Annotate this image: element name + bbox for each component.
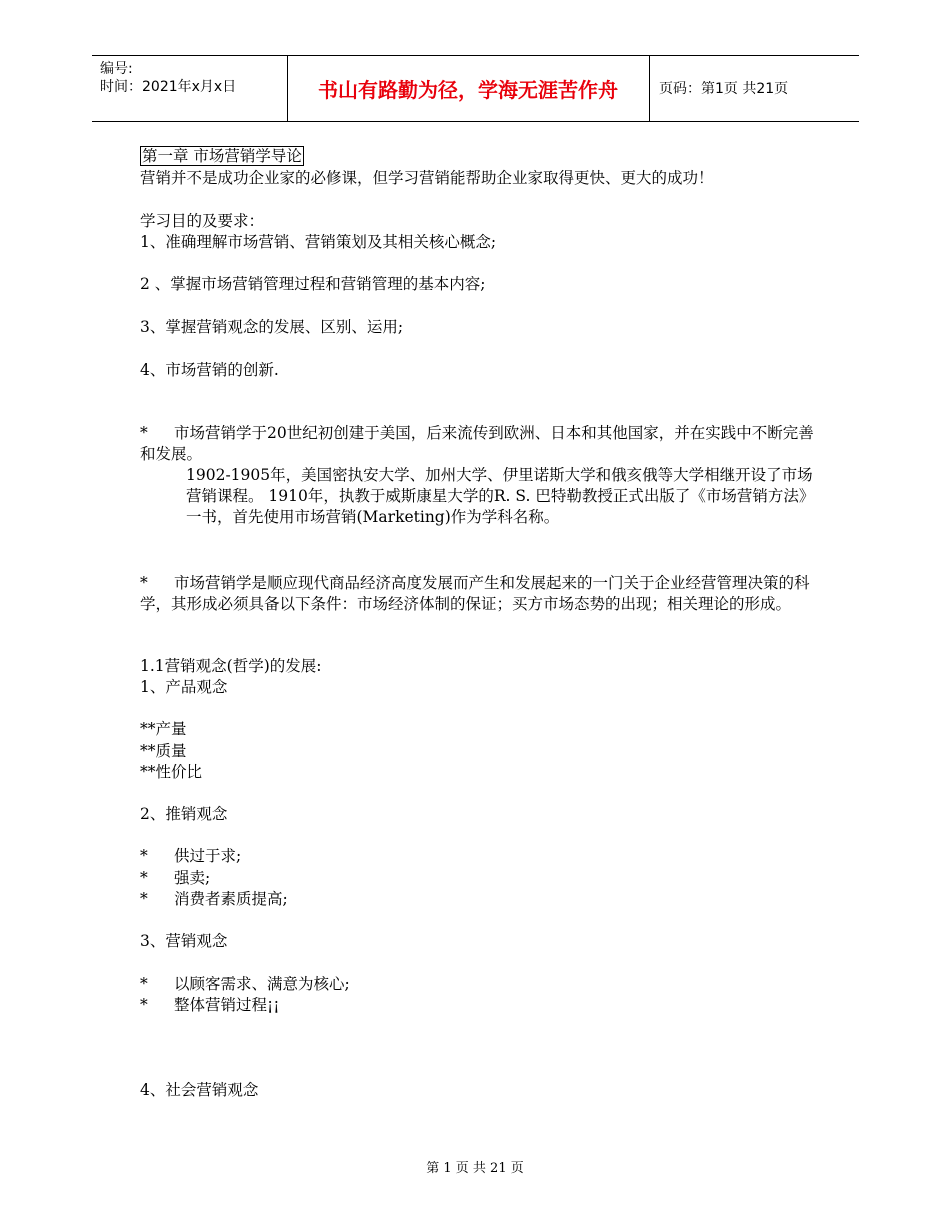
concept-item: * 以顾客需求、满意为核心; (140, 975, 350, 993)
bullet-star: * (140, 996, 148, 1014)
concept-item: * 整体营销过程¡¡ (140, 996, 280, 1014)
bullet-star: * (140, 424, 148, 442)
concept-title: 1、产品观念 (140, 678, 228, 696)
objective-item: 1、准确理解市场营销、营销策划及其相关核心概念; (140, 233, 497, 251)
concept-item: * 供过于求; (140, 847, 242, 865)
intro-text: 营销并不是成功企业家的必修课，但学习营销能帮助企业家取得更快、更大的成功！ (140, 169, 714, 187)
objective-item: 2 、掌握市场营销管理过程和营销管理的基本内容; (140, 275, 486, 293)
bullet-star: * (140, 574, 148, 592)
paragraph-courses: 1902-1905年，美国密执安大学、加州大学、伊里诺斯大学和俄亥俄等大学相继开设了市场营销课程。 1910年，执教于威斯康星大学的R. S. 巴特勒教授正式出版了《市场营销方法》一书，首先使用市场营销(Marketing)作为学科名称。 (186, 466, 815, 526)
bullet-star: * (140, 847, 148, 865)
concept-title: 2、推销观念 (140, 805, 228, 823)
concept-item: **质量 (140, 742, 187, 760)
document-time-label: 时间：2021年x月x日 (100, 79, 237, 95)
paragraph-history (140, 423, 820, 465)
header-page-number: 页码：第1页 共21页 (659, 81, 789, 97)
concept-title: 4、社会营销观念 (140, 1081, 259, 1099)
bullet-star: * (140, 975, 148, 993)
bullet-star: * (140, 869, 148, 887)
section-title: 1.1营销观念(哲学)的发展: (140, 657, 322, 675)
chapter-title: 第一章 市场营销学导论 (142, 147, 302, 165)
header-divider-right (649, 55, 650, 121)
objective-item: 4、市场营销的创新. (140, 361, 279, 379)
concept-item: * 强卖; (140, 869, 211, 887)
paragraph-conditions (140, 573, 820, 615)
paragraph-conditions-text: 市场营销学是顺应现代商品经济高度发展而产生和发展起来的一门关于企业经营管理决策的科学，其形成必须具备以下条件：市场经济体制的保证；买方市场态势的出现；相关理论的形成。 (140, 574, 810, 613)
document-number-label: 编号: (100, 61, 133, 77)
header-motto: 书山有路勤为径，学海无涯苦作舟 (318, 77, 618, 102)
concept-item: **性价比 (140, 763, 203, 781)
header-bottom-rule (92, 121, 859, 122)
concept-title: 3、营销观念 (140, 932, 228, 950)
chapter-title-line (140, 145, 304, 167)
concept-item: * 消费者素质提高; (140, 890, 288, 908)
paragraph-history-text: 市场营销学于20世纪初创建于美国，后来流传到欧洲、日本和其他国家，并在实践中不断完善和发展。 (140, 424, 814, 463)
bullet-star: * (140, 890, 148, 908)
header-meta (100, 60, 236, 96)
footer-page-number: 第 1 页 共 21 页 (426, 1161, 524, 1176)
objective-item: 3、掌握营销观念的发展、区别、运用; (140, 318, 404, 336)
objectives-title: 学习目的及要求： (140, 212, 265, 230)
concept-item: **产量 (140, 720, 187, 738)
